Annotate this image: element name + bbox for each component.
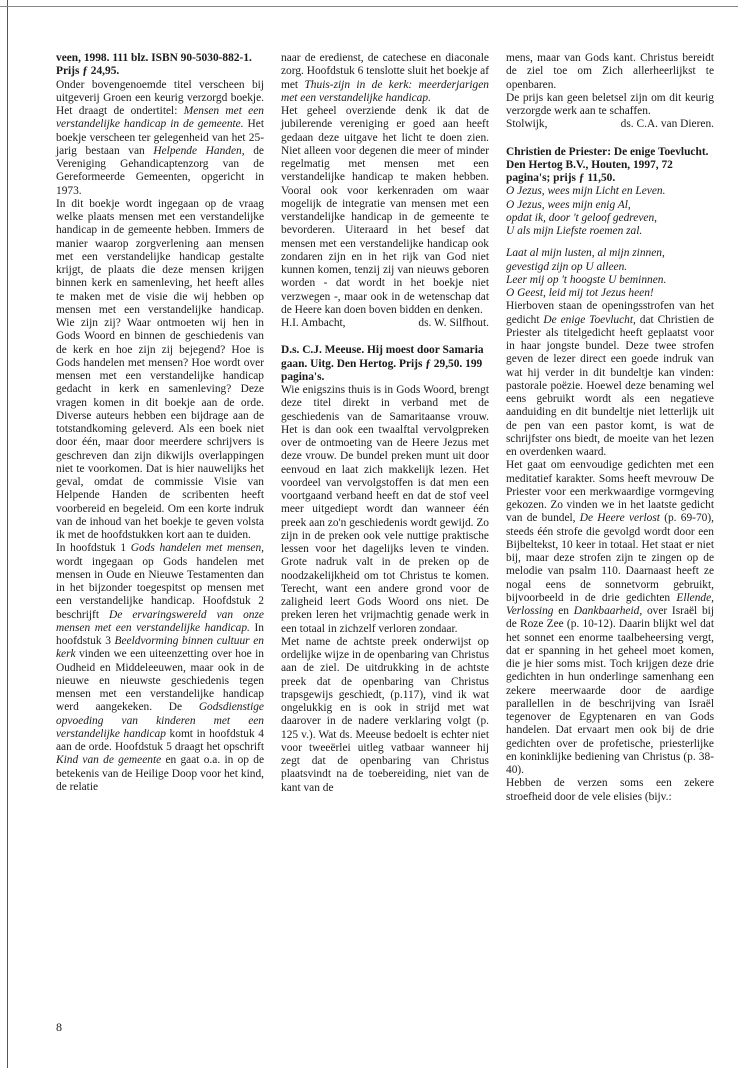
review3-paragraph-2: Het gaat om eenvoudige gedichten met een meditatief karakter. Soms heeft mevrouw De Priester voor een merkwaardige vormgeving gekozen. Zo vinden we in het laatste gedicht van de bundel, De Heere verlost (p. 69-70), steeds één strofe die gevolgd wordt door een Bijbeltekst, 10 keer in totaal. Het staat er niet bij, maar deze strofen zijn te zingen op de melodie van psalm 110. Daarnaast heeft ze nogal eens de sonnetvorm gebruikt, bijvoorbeeld in de drie gedichten Ellende, Verlossing en Dankbaarheid, over Israël bij de Roze Zee (p. 10-12). Daarin blijkt wel dat het sonnet een enorme taalbeheersing vergt, dat er spanning in het geheel moet komen, die je hier soms mist. Toch krijgen deze drie gedichten in hun onderlinge samenhang een zekere meerwaarde door de aardige parallellen in de beschrijving van Israël tegenover de Egyptenaren en van Gods handelen. Dat ervaart men ook bij de drie gedichten over de profetische, priesterlijke en koninklijke bediening van Christus (p. 38-40). [506,459,714,776]
column-1 [56,52,264,794]
review3-paragraph-1: Hierboven staan de openingsstrofen van het gedicht De enige Toevlucht, dat Christien de Priester als titelgedicht heeft geplaatst voor in haar jongste bundel. Deze twee strofen geven de lezer direct een goede indruk van wat hij verder in dit bundeltje kan vinden: pastorale poëzie. Hoewel deze benaming wel eens gebruikt wordt als een negatieve aanduiding en dit bundeltje niet letterlijk uit de pen van een pastor komt, is wat de schrijfster ons biedt, de moeite van het lezen en overdenken waard. [506,300,714,458]
review2-paragraph-4: De prijs kan geen beletsel zijn om dit keurig verzorgde werk aan te schaffen. [506,91,714,117]
review2-paragraph-2: Met name de achtste preek onderwijst op ordelijke wijze in de openbaring van Christus aan de ziel. De uitdrukking in de achtste preek dat de openbaring van Christus trapsgewijs geschiedt, (p.117), vind ik wat ongelukkig en is ook in strijd met wat daarover in de nadere verklaring volgt (p. 125 v.). Wat ds. Meeuse bedoelt is echter niet voor tweeërlei uitleg vatbaar wanneer hij zegt dat de openbaring van Christus plaatsvindt na de toebereiding, niet van de kant van de [281,635,489,794]
review2-paragraph-1: Wie enigszins thuis is in Gods Woord, brengt deze titel direkt in verband met de geschiedenis van de Samaritaanse vrouw. Het is dan ook een twaalftal vervolgpreken over de ontmoeting van de Heere Jezus met deze vrouw. De bundel preken munt uit door eenvoud en laat zich makkelijk lezen. Het voordeel van vervolgstoffen is dat men een voortgaand verband heeft en dat de stof veel meer uitgediept wordt dan wanneer één preek aan zo'n geschiedenis wordt gewijd. Zo zijn in de preken ook vele nuttige praktische lessen voor het dagelijks leven te vinden. Grote nadruk valt in de preken op de noodzakelijkheid om tot Christus te komen. Terecht, want een andere grond voor de zaligheid leert Gods Woord ons niet. De preken leren het vrijmachtig genade werk in een totaal in zichzelf verloren zondaar. [281,384,489,635]
review1-paragraph-3: In hoofdstuk 1 Gods handelen met mensen, wordt ingegaan op Gods handelen met mensen in Oude en Nieuwe Testamenten dan in het bijzonder toegespitst op mensen met een verstandelijke handicap. Hoofdstuk 2 beschrijft De ervaringswereld van onze mensen met een verstandelijke handicap. In hoofdstuk 3 Beeldvorming binnen cultuur en kerk vinden we een uiteenzetting over hoe in Oudheid en Middeleeuwen, maar ook in de nieuwe en nieuwste geschiedenis tegen mensen met een verstandelijke handicap werd aangekeken. De Godsdienstige opvoeding van kinderen met een verstandelijke handicap komt in hoofdstuk 4 aan de orde. Hoofdstuk 5 draagt het opschrift Kind van de gemeente en gaat o.a. in op de betekenis van de Heilige Doop voor het kind, de relatie [56,542,265,793]
scan-edge-left [7,0,8,1068]
review3-heading: Christien de Priester: De enige Toevlucht. Den Hertog B.V., Houten, 1997, 72 pagina's; prijs ƒ 11,50. [506,145,709,184]
review1-signature: H.I. Ambacht, ds. W. Silfhout. [281,317,489,329]
review1-paragraph-5: Het geheel overziende denk ik dat de jubilerende vereniging er goed aan heeft gedaan deze uitgave het licht te doen zien. Niet alleen voor degenen die meer of minder regelmatig met mensen met een verstandelijke handicap te maken hebben. Vooral ook voor kerkenraden om waar mogelijk de integratie van mensen met een verstandelijke handicap in de gemeente te bevorderen. Uiteraard in het besef dat mensen met een verstandelijke handicap ook zondaren zijn en in het rijk van God niet kunnen komen, tenzij zij van nieuws geboren worden - dat wordt in het boekje niet verzwegen -, maar ook in de wetenschap dat de Heere kan doen boven bidden en denken. [281,105,489,316]
poem-stanza-1: O Jezus, wees mijn Licht en Leven. O Jezus, wees mijn enig Al, opdat ik, door 't geloof gedreven, U als mijn Liefste roemen zal. [506,185,666,237]
review2-heading: D.s. C.J. Meeuse. Hij moest door Samaria gaan. Uitg. Den Hertog. Prijs ƒ 29,50. 199 pagina's. [281,344,484,383]
column-2 [281,52,489,795]
scan-edge-top [0,6,738,7]
poem-stanza-2: Laat al mijn lusten, al mijn zinnen, gevestigd zijn op U alleen. Leer mij op 't hoogste U beminnen. O Geest, leid mij tot Jezus heen! [506,247,667,299]
review1-paragraph-4: naar de eredienst, de catechese en diaconale zorg. Hoofdstuk 6 tenslotte sluit het boekje af met Thuis-zijn in de kerk: meerderjarigen met een verstandelijke handicap. [281,52,489,104]
review2-paragraph-3: mens, maar van Gods kant. Christus bereidt de ziel toe om Zich allerheerlijkst te openbaren. [506,52,714,91]
review3-paragraph-3: Hebben de verzen soms een zekere stroefheid door de vele elisies (bijv.: [506,777,714,803]
page-number: 8 [56,1020,62,1034]
review-heading-continued: veen, 1998. 111 blz. ISBN 90-5030-882-1. Prijs ƒ 24,95. [56,52,252,78]
review1-paragraph-1: Onder bovengenoemde titel verscheen bij uitgeverij Groen een keurig verzorgd boekje. Het draagt de ondertitel: Mensen met een verstandelijke handicap in de gemeente. Het boekje verscheen ter gelegenheid van het 25-jarig bestaan van Helpende Handen, de Vereniging Gehandicaptenzorg van de Gereformeerde Gemeenten, opgericht in 1973. [56,78,265,197]
review1-paragraph-2: In dit boekje wordt ingegaan op de vraag welke plaats mensen met een verstandelijke handicap in de gemeente hebben. Immers de manier waarop zorgverlening aan mensen met een verstandelijke handicap gestalte krijgt, de plaats die deze mensen krijgen binnen kerk en samenleving, het heeft alles te maken met de visie die wij hebben op mensen met een verstandelijke handicap. Wie zijn zij? Waar ontmoeten wij hen in Gods Woord en binnen de geschiedenis van de kerk en hoe zijn zij bejegend? Hoe is Gods handelen met mensen? Hoe wordt over mensen met een verstandelijke handicap gedacht in kerk en samenleving? Deze vragen komen in dit boekje aan de orde. Diverse auteurs hebben een bijdrage aan de totstandkoming geleverd. Als een boek niet door één, maar door meerdere schrijvers is geschreven dan zijn dikwijls overlappingen niet te voorkomen. Dat is hier nauwelijks het geval, omdat de commissie Visie van Helpende Handen de scribenten heeft voorbereid en begeleid. Om een korte indruk van de inhoud van het boekje te geven volsta ik met de hoofdstukken kort aan te duiden. [56,197,264,541]
review2-signature: Stolwijk, ds. C.A. van Dieren. [506,118,714,131]
column-3 [506,52,714,804]
